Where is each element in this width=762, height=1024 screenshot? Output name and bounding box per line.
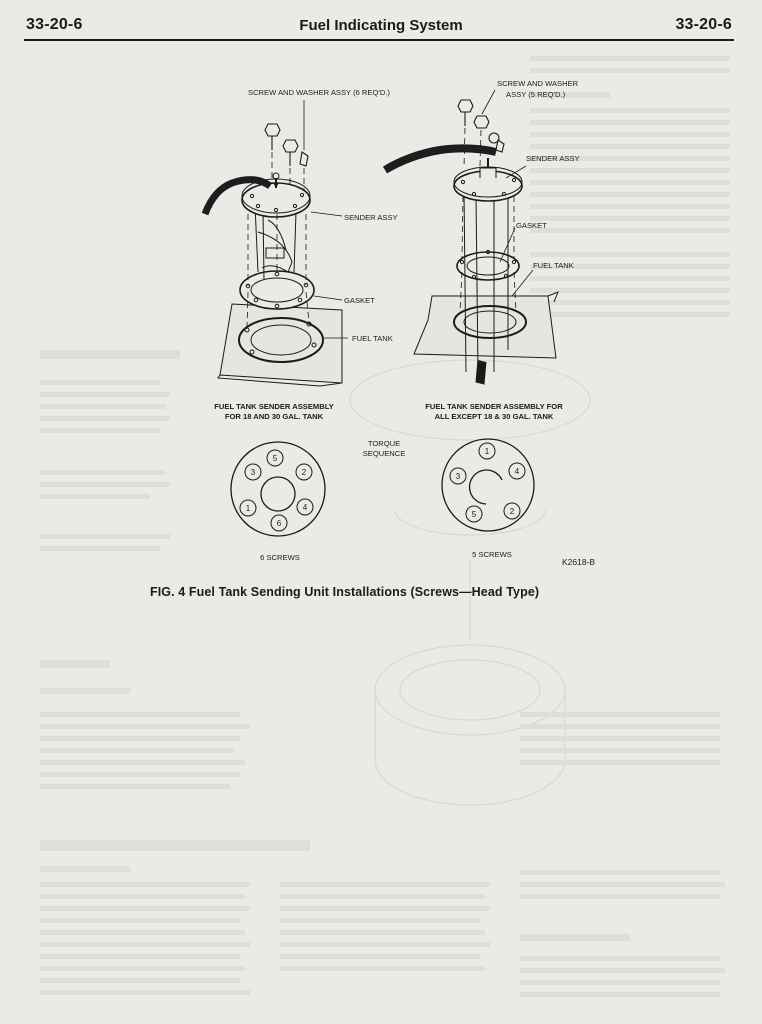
six-screw-torque-diagram xyxy=(231,442,325,536)
right-screw-washer-callout-line2: ASSY (5 REQ'D.) xyxy=(506,90,566,99)
torque-sequence-label-line2: SEQUENCE xyxy=(362,449,406,458)
left-sender-assembly-drawing xyxy=(205,100,348,386)
figure-caption: FIG. 4 Fuel Tank Sending Unit Installations (Screws—Head Type) xyxy=(150,585,540,599)
six-screw-seq-label: 4 xyxy=(302,503,308,512)
header-rule xyxy=(24,39,734,41)
right-screw-washer-callout-line1: SCREW AND WASHER xyxy=(497,79,579,88)
figure-4-diagram xyxy=(0,44,762,624)
right-sender-assembly-drawing xyxy=(385,90,558,384)
six-screw-seq-label: 3 xyxy=(250,468,256,477)
right-sender-callout: SENDER ASSY xyxy=(526,154,580,163)
six-screws-label: 6 SCREWS xyxy=(260,553,300,562)
section-title: Fuel Indicating System xyxy=(299,17,463,34)
left-sender-callout: SENDER ASSY xyxy=(344,213,398,222)
six-screw-seq-label: 5 xyxy=(272,454,278,463)
right-assembly-title-line2: ALL EXCEPT 18 & 30 GAL. TANK xyxy=(434,412,554,421)
right-gasket-callout: GASKET xyxy=(516,221,547,230)
six-screw-seq-label: 2 xyxy=(301,468,307,477)
six-screw-seq-label: 1 xyxy=(245,504,251,513)
five-screws-label: 5 SCREWS xyxy=(472,550,512,559)
right-assembly-title-line1: FUEL TANK SENDER ASSEMBLY FOR xyxy=(425,402,563,411)
left-assembly-title-line2: FOR 18 AND 30 GAL. TANK xyxy=(224,412,324,421)
left-fuel-tank-callout: FUEL TANK xyxy=(352,334,393,343)
page-number-right: 33-20-6 xyxy=(675,16,732,33)
five-screw-seq-label: 2 xyxy=(509,507,515,516)
page-header xyxy=(0,0,762,44)
left-assembly-title-line1: FUEL TANK SENDER ASSEMBLY xyxy=(214,402,334,411)
left-gasket-callout: GASKET xyxy=(344,296,375,305)
six-screw-seq-label: 6 xyxy=(276,519,282,528)
torque-sequence-label-line1: TORQUE xyxy=(367,439,401,448)
five-screw-seq-label: 5 xyxy=(471,510,477,519)
left-screw-washer-callout: SCREW AND WASHER ASSY (6 REQ'D.) xyxy=(248,88,390,97)
right-fuel-tank-callout: FUEL TANK xyxy=(533,261,574,270)
five-screw-seq-label: 4 xyxy=(514,467,520,476)
five-screw-torque-diagram xyxy=(442,439,534,531)
five-screw-seq-label: 3 xyxy=(455,472,461,481)
five-screw-seq-label: 1 xyxy=(484,447,490,456)
figure-code: K2618-B xyxy=(562,557,596,567)
page-number-left: 33-20-6 xyxy=(26,16,83,33)
